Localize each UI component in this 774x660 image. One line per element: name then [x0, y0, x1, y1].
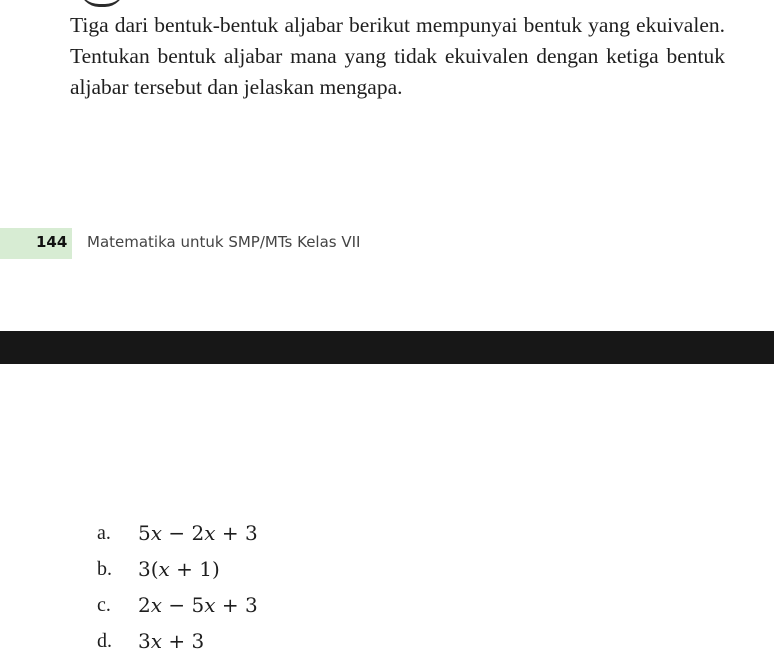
expr-term: 3: [138, 629, 151, 653]
expr-variable: x: [204, 521, 216, 545]
expr-variable: x: [204, 593, 216, 617]
book-title: Matematika untuk SMP/MTs Kelas VII: [87, 233, 361, 251]
expr-term: + 3: [215, 593, 258, 617]
expr-term: 3(: [138, 557, 159, 581]
expr-term: − 5: [162, 593, 205, 617]
page-number: 144: [36, 233, 68, 251]
expr-variable: x: [158, 557, 170, 581]
option-d: [97, 623, 258, 659]
option-expression: [138, 629, 204, 653]
expr-variable: x: [150, 521, 163, 545]
page-separator-band: [0, 331, 774, 364]
option-letter: b.: [97, 557, 112, 580]
option-expression: [138, 593, 258, 617]
option-letter: d.: [97, 629, 112, 652]
question-text: Tiga dari bentuk-bentuk aljabar berikut mempunyai bentuk yang ekuivalen. Tentukan bentuk aljabar mana yang tidak ekuivalen dengan ketiga bentuk aljabar tersebut dan jelaskan mengapa.: [70, 13, 725, 99]
option-letter: c.: [97, 593, 111, 616]
expr-term: + 3: [215, 521, 258, 545]
option-letter: a.: [97, 521, 111, 544]
option-c: [97, 587, 258, 623]
expr-term: + 1): [169, 557, 220, 581]
decorative-arc: [80, 0, 124, 7]
option-expression: [138, 557, 220, 581]
expr-term: − 2: [162, 521, 205, 545]
option-expression: [138, 521, 258, 545]
option-a: [97, 515, 258, 551]
page-footer: [0, 228, 774, 260]
options-list: [97, 515, 258, 659]
expr-term: + 3: [162, 629, 205, 653]
expr-variable: x: [150, 593, 163, 617]
expr-term: 2: [138, 593, 151, 617]
expr-term: 5: [138, 521, 151, 545]
expr-variable: x: [150, 629, 163, 653]
option-b: [97, 551, 258, 587]
